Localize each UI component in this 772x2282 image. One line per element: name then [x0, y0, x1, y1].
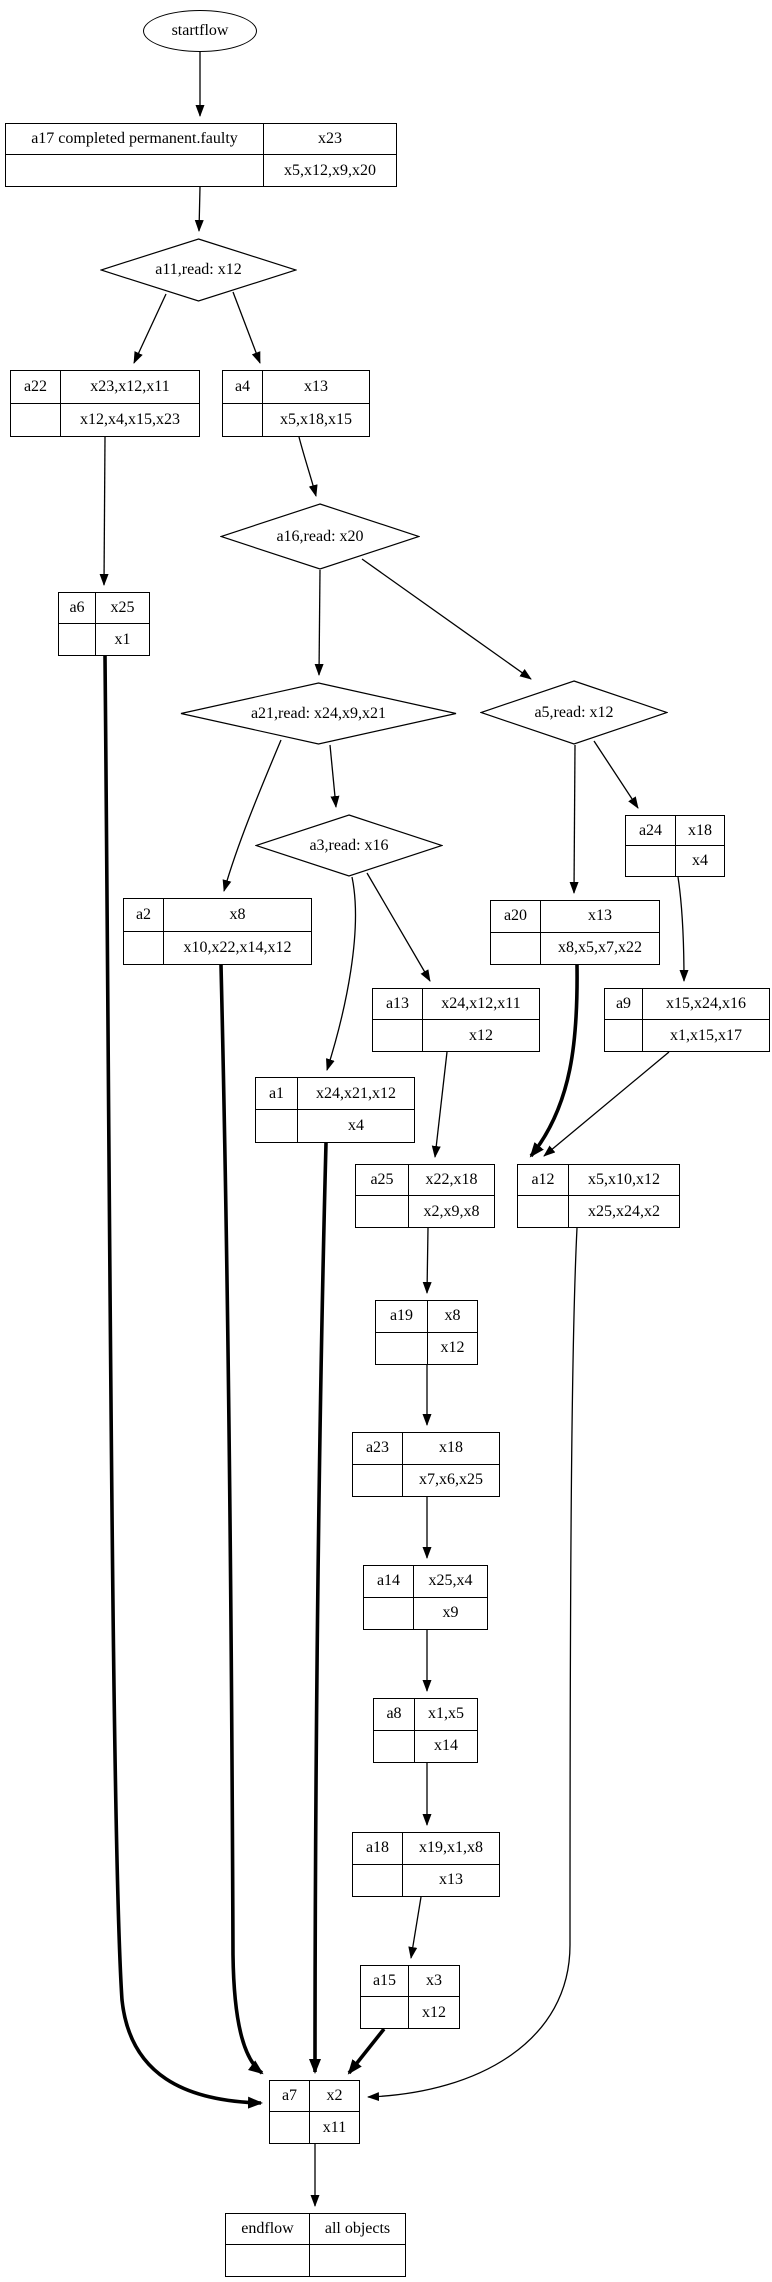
edge-a15-a7	[349, 2029, 384, 2073]
activity-id-cell: a6	[59, 593, 96, 624]
node-startflow	[143, 10, 257, 52]
activity-id-cell: a22	[11, 371, 61, 404]
edge-a16-a5	[362, 559, 531, 679]
activity-id-cell: a12	[518, 1165, 569, 1196]
empty-cell	[226, 2245, 310, 2276]
activity-id-cell: a13	[373, 989, 423, 1020]
activity-id-cell: a24	[626, 816, 676, 846]
activity-id-cell: a8	[374, 1699, 415, 1731]
reads-cell: x2	[310, 2081, 359, 2112]
writes-cell: x4	[692, 852, 708, 869]
node-a21	[180, 682, 457, 745]
empty-cell	[364, 1598, 414, 1630]
activity-id-cell: a18	[353, 1833, 403, 1865]
edge-a4-a16	[299, 437, 316, 496]
reads-cell: x5,x10,x12	[569, 1165, 679, 1196]
edge-a24-a9	[678, 877, 684, 981]
edge-a25-a19	[427, 1228, 428, 1293]
empty-cell	[353, 1865, 403, 1897]
node-a16	[220, 503, 420, 570]
edge-a9-a12	[544, 1052, 669, 1156]
empty-cell	[356, 1196, 409, 1227]
node-a4	[222, 370, 370, 437]
node-label: a16,read: x20	[276, 527, 364, 545]
node-a22	[10, 370, 200, 437]
activity-id-cell: a23	[353, 1433, 403, 1465]
edge-a5-a20	[574, 745, 575, 893]
node-label: a21,read: x24,x9,x21	[250, 704, 387, 722]
node-a23	[352, 1432, 500, 1497]
activity-id-cell: a1	[256, 1078, 298, 1110]
reads-cell: x8	[164, 899, 311, 932]
empty-cell	[11, 404, 61, 437]
writes-cell: x12	[440, 1339, 465, 1357]
empty-cell	[491, 933, 541, 965]
activity-id-cell: a20	[491, 901, 541, 933]
node-a13	[372, 988, 540, 1052]
node-a6	[58, 592, 150, 656]
edge-a3-a13	[367, 873, 430, 981]
reads-cell: x25	[96, 593, 149, 624]
activity-id-cell: a2	[124, 899, 164, 932]
node-a25	[355, 1164, 495, 1228]
writes-cell: x12,x4,x15,x23	[80, 410, 180, 428]
writes-cell: x1,x15,x17	[670, 1026, 742, 1044]
activity-id-cell: a14	[364, 1566, 414, 1598]
node-a2	[123, 898, 312, 965]
edge-a6-a7	[105, 656, 261, 2103]
writes-cell: x5,x18,x15	[280, 410, 352, 428]
empty-cell	[6, 155, 264, 186]
reads-cell: x24,x12,x11	[423, 989, 539, 1020]
empty-cell	[605, 1020, 643, 1051]
node-a8	[373, 1698, 478, 1763]
activity-id-cell: a19	[376, 1301, 428, 1333]
writes-cell: x13	[439, 1871, 463, 1889]
node-a17	[5, 123, 397, 187]
edge-a21-a3	[330, 745, 336, 807]
node-endflow	[225, 2213, 406, 2277]
writes-cell: x8,x5,x7,x22	[558, 939, 642, 957]
reads-cell: x24,x21,x12	[298, 1078, 414, 1110]
reads-cell: x1,x5	[415, 1699, 477, 1731]
activity-id-cell: endflow	[226, 2214, 310, 2245]
empty-cell	[626, 846, 676, 876]
node-a11	[100, 238, 297, 302]
edge-a22-a6	[104, 437, 105, 585]
empty-cell	[124, 932, 164, 965]
reads-cell: all objects	[310, 2214, 405, 2245]
writes-cell: x11	[322, 2118, 347, 2136]
node-label: a5,read: x12	[534, 703, 614, 721]
node-a9	[604, 988, 770, 1052]
writes-cell: x7,x6,x25	[419, 1471, 483, 1489]
reads-cell: x25,x4	[414, 1566, 487, 1598]
node-a3	[255, 814, 443, 877]
activity-id-cell: a4	[223, 371, 263, 404]
writes-cell: x9	[442, 1604, 459, 1622]
edge-a11-a22	[134, 294, 166, 363]
edge-a18-a15	[411, 1897, 421, 1958]
reads-cell: x23	[264, 124, 396, 155]
writes-cell: x12	[469, 1026, 493, 1044]
reads-cell: x13	[263, 371, 369, 404]
writes-cell: x5,x12,x9,x20	[284, 161, 376, 179]
empty-cell	[256, 1110, 298, 1142]
writes-cell	[310, 2245, 405, 2276]
edge-a17-a11	[199, 187, 200, 231]
writes-cell: x1	[114, 630, 131, 648]
empty-cell	[374, 1731, 415, 1763]
edge-a1-a7	[315, 1143, 326, 2072]
node-a24	[625, 815, 725, 877]
node-a5	[480, 680, 668, 745]
node-label: a11,read: x12	[155, 261, 242, 278]
activity-id-cell: a15	[361, 1966, 409, 1997]
activity-id-cell: a7	[270, 2081, 310, 2112]
edge-a5-a24	[594, 741, 638, 808]
node-a12	[517, 1164, 680, 1228]
node-a7	[269, 2080, 360, 2144]
writes-cell: x2,x9,x8	[423, 1202, 480, 1220]
reads-cell: x18	[403, 1433, 499, 1465]
reads-cell: x13	[541, 901, 659, 933]
writes-cell: x12	[422, 2003, 446, 2021]
writes-cell: x10,x22,x14,x12	[183, 938, 292, 956]
node-label: startflow	[171, 22, 229, 39]
empty-cell	[353, 1465, 403, 1497]
edge-a13-a25	[435, 1052, 447, 1157]
edge-a16-a21	[319, 570, 320, 675]
edge-a11-a4	[233, 292, 260, 363]
empty-cell	[361, 1997, 409, 2028]
reads-cell: x19,x1,x8	[403, 1833, 499, 1865]
empty-cell	[376, 1333, 428, 1365]
node-a15	[360, 1965, 460, 2029]
empty-cell	[518, 1196, 569, 1227]
reads-cell: x3	[409, 1966, 459, 1997]
empty-cell	[373, 1020, 423, 1051]
reads-cell: x8	[428, 1301, 477, 1333]
edge-a3-a1	[327, 877, 355, 1070]
node-a1	[255, 1077, 415, 1143]
node-label: a3,read: x16	[309, 836, 389, 854]
empty-cell	[59, 624, 96, 655]
activity-id-cell: a9	[605, 989, 643, 1020]
node-a19	[375, 1300, 478, 1365]
node-a20	[490, 900, 660, 965]
writes-cell: x25,x24,x2	[588, 1202, 660, 1220]
activity-id-cell: a25	[356, 1165, 409, 1196]
reads-cell: x18	[676, 816, 724, 846]
writes-cell: x4	[348, 1117, 364, 1134]
node-a18	[352, 1832, 500, 1897]
activity-id-cell: a17 completed permanent.faulty	[6, 124, 264, 155]
reads-cell: x22,x18	[409, 1165, 494, 1196]
reads-cell: x15,x24,x16	[643, 989, 769, 1020]
node-a14	[363, 1565, 488, 1630]
empty-cell	[223, 404, 263, 437]
reads-cell: x23,x12,x11	[61, 371, 199, 404]
empty-cell	[270, 2112, 310, 2143]
writes-cell: x14	[434, 1737, 458, 1755]
